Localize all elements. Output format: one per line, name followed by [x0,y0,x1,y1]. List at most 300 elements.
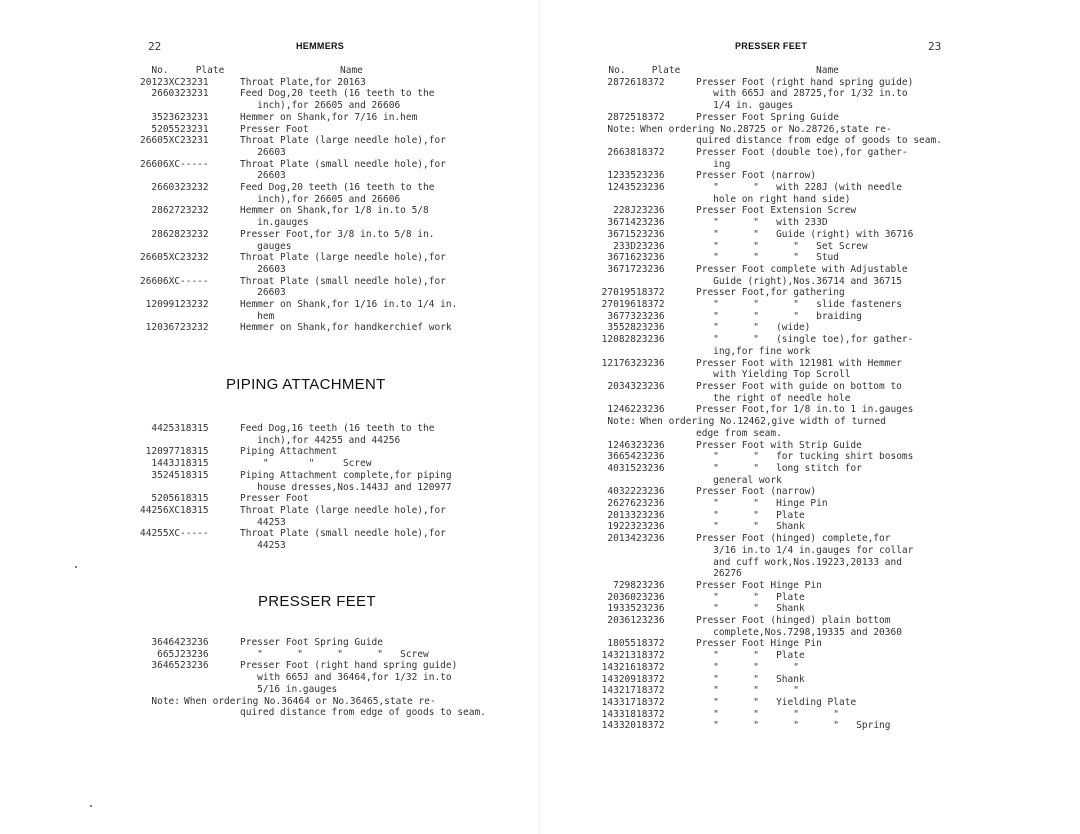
plate-number [180,100,240,112]
part-name: Presser Foot with guide on bottom to [696,380,902,392]
part-name: " " " " [696,708,840,720]
part-number: 20133 [607,509,636,521]
plate-number: 23236 [636,217,665,229]
plate-number: 23232 [180,322,209,334]
part-number [140,672,180,684]
table-row [598,557,1018,569]
part-number: 12335 [607,170,636,182]
table-row [140,528,510,540]
part-name: Presser Foot Extension Screw [696,205,857,217]
table-row [598,709,1018,721]
part-name: Throat Plate (large needle hole),for [240,252,446,264]
part-name: Presser Foot (narrow) [696,486,817,498]
part-number: 7298 [613,579,636,591]
part-name: 26603 [240,170,286,182]
plate-number: 23236 [636,170,665,182]
part-name: " " " slide fasteners [696,299,902,311]
part-name: Presser Foot (right hand spring guide) [696,76,914,88]
plate-number [636,88,696,100]
plate-number [636,545,696,557]
plate-number: 23231 [180,123,209,135]
table-row [598,720,1018,732]
part-name: Throat Plate (large needle hole),for [240,504,446,516]
table-row [598,545,1018,557]
plate-number: 23236 [636,228,665,240]
table-row [140,493,510,505]
plate-number: 23236 [636,462,665,474]
plate-number [180,264,240,276]
part-number: 143216 [601,661,636,673]
part-name: " " with 228J (with needle [696,182,902,194]
part-number [598,557,636,569]
table-row [140,135,510,147]
page-number: 22 [148,40,162,53]
plate-number: 23236 [180,637,209,648]
table-row [140,217,510,229]
part-number [140,217,180,229]
section-title-piping-attachment: PIPING ATTACHMENT [226,376,386,393]
table-row [140,540,510,552]
table-row [140,458,510,470]
table-row [598,510,1018,522]
plate-number: 23236 [636,603,665,615]
part-name: " " Screw [240,458,372,470]
part-name: " " with 233D [696,217,828,229]
plate-number [180,170,240,182]
part-name: and cuff work,Nos.19223,20133 and [696,556,902,568]
plate-number: 23231 [180,76,209,88]
part-number [140,241,180,253]
part-name: When ordering No.28725 or No.28726,state re- [640,123,892,135]
plate-number [180,517,240,529]
table-row [598,486,1018,498]
plate-number [180,217,240,229]
hemmers-table [140,65,510,334]
plate-number: ----- [180,275,209,287]
part-number: 120367 [145,322,180,334]
part-name: Hemmer on Shank,for 7/16 in.hem [240,111,418,123]
table-row [598,229,1018,241]
table-row [598,440,1018,452]
column-header-no: No. [151,65,169,76]
table-row [598,603,1018,615]
table-row [598,299,1018,311]
table-row [140,100,510,112]
part-name: inch),for 44255 and 44256 [240,434,401,446]
table-row [140,77,510,89]
table-row [598,217,1018,229]
part-number [598,428,636,440]
part-name: Presser Foot complete with Adjustable [696,263,908,275]
table-row [140,182,510,194]
part-number: Note: [607,416,636,428]
part-name: Throat Plate (large needle hole),for [240,135,446,147]
part-number [598,545,636,557]
plate-number [180,287,240,299]
table-row [598,615,1018,627]
table-row [598,358,1018,370]
plate-number [636,346,696,358]
plate-number: 18315 [180,446,209,458]
part-name: Presser Foot (hinged) plain bottom [696,615,891,627]
part-name: Presser Foot,for 1/8 in.to 1 in.gauges [696,404,914,416]
part-name: Presser Foot [240,493,309,505]
plate-number: 23236 [636,252,665,264]
part-name: When ordering No.36464 or No.36465,state re- [184,695,436,707]
part-number: 36714 [607,217,636,229]
plate-number: 23236 [636,404,665,416]
table-row [598,592,1018,604]
part-number: 52055 [151,123,180,135]
table-row [598,697,1018,709]
part-number [598,100,636,112]
table-row [598,674,1018,686]
table-row [140,241,510,253]
plate-number: 18372 [636,685,665,697]
part-number: 143213 [601,650,636,662]
part-name: edge from seam. [696,427,782,439]
part-name: " " " Set Screw [696,240,868,252]
table-row [598,498,1018,510]
part-number [598,393,636,405]
plate-number: 23236 [636,521,665,533]
part-name: When ordering No.12462,give width of turned [640,416,886,428]
table-row [140,637,510,649]
table-row [598,346,1018,358]
table-row [598,533,1018,545]
table-row [140,229,510,241]
plate-number: 18315 [180,458,209,470]
table-row [598,580,1018,592]
part-number: 26603 [151,88,180,100]
part-name: the right of needle hole [696,392,851,404]
plate-number: 18315 [180,469,209,481]
table-row [140,322,510,334]
part-number [140,147,180,159]
part-number [598,475,636,487]
plate-number: 23236 [636,509,665,521]
part-name: Presser Foot Spring Guide [696,111,839,123]
part-number: Note: [607,123,636,135]
part-name: Presser Foot (narrow) [696,170,817,182]
part-number [140,707,180,719]
plate-number: 23231 [180,111,209,123]
part-name: quired distance from edge of goods to seam. [240,707,486,719]
part-number: 20360 [607,591,636,603]
table-row [140,205,510,217]
plate-number: 23232 [180,299,209,311]
plate-number: 23232 [180,205,209,217]
part-number: 20343 [607,380,636,392]
part-number: 121763 [601,357,636,369]
table-row [598,369,1018,381]
plate-number [636,475,696,487]
table-row [140,435,510,447]
table-row [140,88,510,100]
table-row [598,287,1018,299]
part-name: Throat Plate (small needle hole),for [240,528,446,540]
table-row [598,322,1018,334]
part-number: 36717 [607,263,636,275]
table-row [598,276,1018,288]
plate-number [636,568,696,580]
plate-number: 23236 [636,322,665,334]
table-row [598,650,1018,662]
part-number: 36464 [151,637,180,648]
part-name: 1/4 in. gauges [696,100,794,112]
part-number: 1443J [151,458,180,470]
plate-number: 18372 [636,111,665,123]
part-number: 28725 [607,111,636,123]
part-number: 40322 [607,486,636,498]
part-number: 28726 [607,76,636,88]
table-row [598,451,1018,463]
table-row [598,685,1018,697]
plate-number: 18372 [636,696,665,708]
part-name: Hemmer on Shank,for 1/8 in.to 5/8 [240,205,429,217]
part-name: Presser Foot Spring Guide [240,637,383,648]
part-number [598,568,636,580]
plate-number: 18372 [636,299,665,311]
part-number: 143217 [601,685,636,697]
table-row [598,88,1018,100]
table-row [598,404,1018,416]
plate-number: 18372 [636,708,665,720]
part-name: " " " " Spring [696,720,891,732]
plate-number: 18372 [636,287,665,299]
column-header-no: No. [608,65,626,76]
plate-number: 23232 [180,182,209,194]
part-name: Presser Foot (double toe),for gather- [696,146,908,158]
plate-number [180,707,240,719]
table-row [598,124,1018,136]
table-row [598,241,1018,253]
part-name: gauges [240,240,292,252]
part-number: 19335 [607,603,636,615]
presser-feet-rows-right [598,77,1018,732]
table-header-row [598,65,1018,77]
part-number: 120828 [601,334,636,346]
part-name: " " for tucking shirt bosoms [696,451,914,463]
part-name: ing,for fine work [696,345,811,357]
part-number: 26606XC [140,158,181,170]
plate-number [636,194,696,206]
plate-number: 18372 [636,661,665,673]
part-name: 44253 [240,516,286,528]
page-number: 23 [928,40,942,53]
part-number: 12462 [607,404,636,416]
part-number: 36465 [151,660,180,672]
part-name: Guide (right),Nos.36714 and 36715 [696,275,902,287]
column-header-plate: Plate [651,65,681,76]
table-row [598,264,1018,276]
part-name: 44253 [240,540,286,552]
plate-number [636,135,696,147]
table-row [598,568,1018,580]
table-row [140,470,510,482]
plate-number: 23236 [636,263,665,275]
table-row [598,381,1018,393]
presser-feet-table-right [598,65,1018,732]
plate-number: 18372 [636,76,665,88]
plate-number: 18372 [636,650,665,662]
part-number: 120977 [145,446,180,458]
plate-number [636,276,696,288]
part-name: 3/16 in.to 1/4 in.gauges for collar [696,544,914,556]
part-number [140,100,180,112]
part-number: Note: [151,695,180,707]
table-row [598,170,1018,182]
part-name: 26603 [240,287,286,299]
part-number: 52056 [151,493,180,505]
plate-number: 23236 [636,439,665,451]
table-row [140,124,510,136]
table-row [140,672,510,684]
part-number: 36716 [607,252,636,264]
table-row [140,112,510,124]
table-row [598,112,1018,124]
plate-number: 23236 [636,205,665,217]
part-name: Throat Plate,for 20163 [240,76,366,88]
table-row [140,517,510,529]
table-row [598,159,1018,171]
table-row [140,684,510,696]
table-row [598,475,1018,487]
part-number [140,482,180,494]
table-row [140,660,510,672]
part-number [140,170,180,182]
part-name: 26603 [240,146,286,158]
part-number: 26276 [607,498,636,510]
part-name: Piping Attachment complete,for piping [240,469,452,481]
table-row [598,194,1018,206]
part-number: 44255XC [140,528,181,540]
part-number: 26605XC [140,252,181,264]
part-number: 143318 [601,708,636,720]
table-row [140,311,510,323]
plate-number: 18372 [636,720,665,732]
table-row [140,707,510,719]
part-name: Piping Attachment [240,446,338,458]
part-number: 36773 [607,310,636,322]
part-number: 20123XC [140,76,181,88]
table-row [140,482,510,494]
plate-number: ----- [180,158,209,170]
table-row [598,77,1018,89]
part-number: 120991 [145,299,180,311]
part-name: Presser Foot with 121981 with Hemmer [696,357,902,369]
part-name: in.gauges [240,217,309,229]
plate-number: 23236 [636,451,665,463]
table-row [598,428,1018,440]
part-name: general work [696,474,782,486]
part-name: hem [240,310,275,322]
running-header: HEMMERS [296,41,345,51]
hemmers-rows [140,77,510,334]
section-title-presser-feet: PRESSER FEET [258,593,376,610]
table-row [140,159,510,171]
part-name: " " Shank [696,673,805,685]
plate-number: 18315 [180,423,209,434]
part-name: 26276 [696,568,742,580]
plate-number [180,194,240,206]
part-number: 143320 [601,720,636,732]
part-number: 40315 [607,462,636,474]
plate-number: 18372 [636,673,665,685]
table-row [140,446,510,458]
part-number [140,287,180,299]
part-name: " " Plate [696,591,805,603]
part-number: 36715 [607,228,636,240]
part-name: inch),for 26605 and 26606 [240,193,401,205]
part-name: " " long stitch for [696,462,862,474]
part-number: 26606XC [140,275,181,287]
plate-number [180,482,240,494]
part-number: 270196 [601,299,636,311]
plate-number [636,159,696,171]
table-row [140,287,510,299]
part-number: 44256XC [140,504,181,516]
plate-number: 23236 [636,334,665,346]
part-name: " " Yielding Plate [696,696,857,708]
plate-number: 23236 [636,357,665,369]
part-number: 36654 [607,451,636,463]
table-row [598,205,1018,217]
plate-number: ----- [180,528,209,540]
part-number [140,435,180,447]
part-name: 5/16 in.gauges [240,683,338,695]
part-number: 28628 [151,228,180,240]
part-number: 20361 [607,615,636,627]
part-name: " " " [696,685,799,697]
plate-number [636,627,696,639]
plate-number [636,100,696,112]
table-row [598,662,1018,674]
part-name: Feed Dog,20 teeth (16 teeth to the [240,182,435,194]
part-name: Presser Foot (right hand spring guide) [240,660,458,672]
part-name: " " Hinge Pin [696,498,828,510]
part-number [598,159,636,171]
part-name: " " (single toe),for gather- [696,334,914,346]
part-number: 12463 [607,439,636,451]
plate-number: 23236 [180,660,209,672]
table-row [598,135,1018,147]
part-number: 143209 [601,673,636,685]
part-name: Presser Foot with Strip Guide [696,439,862,451]
plate-number: 23236 [636,498,665,510]
piping-table [140,423,510,552]
part-name: " " Plate [696,650,805,662]
part-name: Presser Foot [240,123,309,135]
table-row [598,627,1018,639]
table-row [598,416,1018,428]
part-number: 143317 [601,696,636,708]
plate-number [636,557,696,569]
table-row [140,147,510,159]
part-number: 665J [157,648,180,660]
table-row [598,521,1018,533]
table-row [140,423,510,435]
part-name: Hemmer on Shank,for 1/16 in.to 1/4 in. [240,299,458,311]
part-name: Throat Plate (small needle hole),for [240,158,446,170]
plate-number: 23236 [636,240,665,252]
part-name: " " Shank [696,521,805,533]
part-number: 26605XC [140,135,181,147]
part-name: Feed Dog,20 teeth (16 teeth to the [240,88,435,100]
part-name: " " " [696,661,799,673]
plate-number [180,672,240,684]
part-number: 19223 [607,521,636,533]
